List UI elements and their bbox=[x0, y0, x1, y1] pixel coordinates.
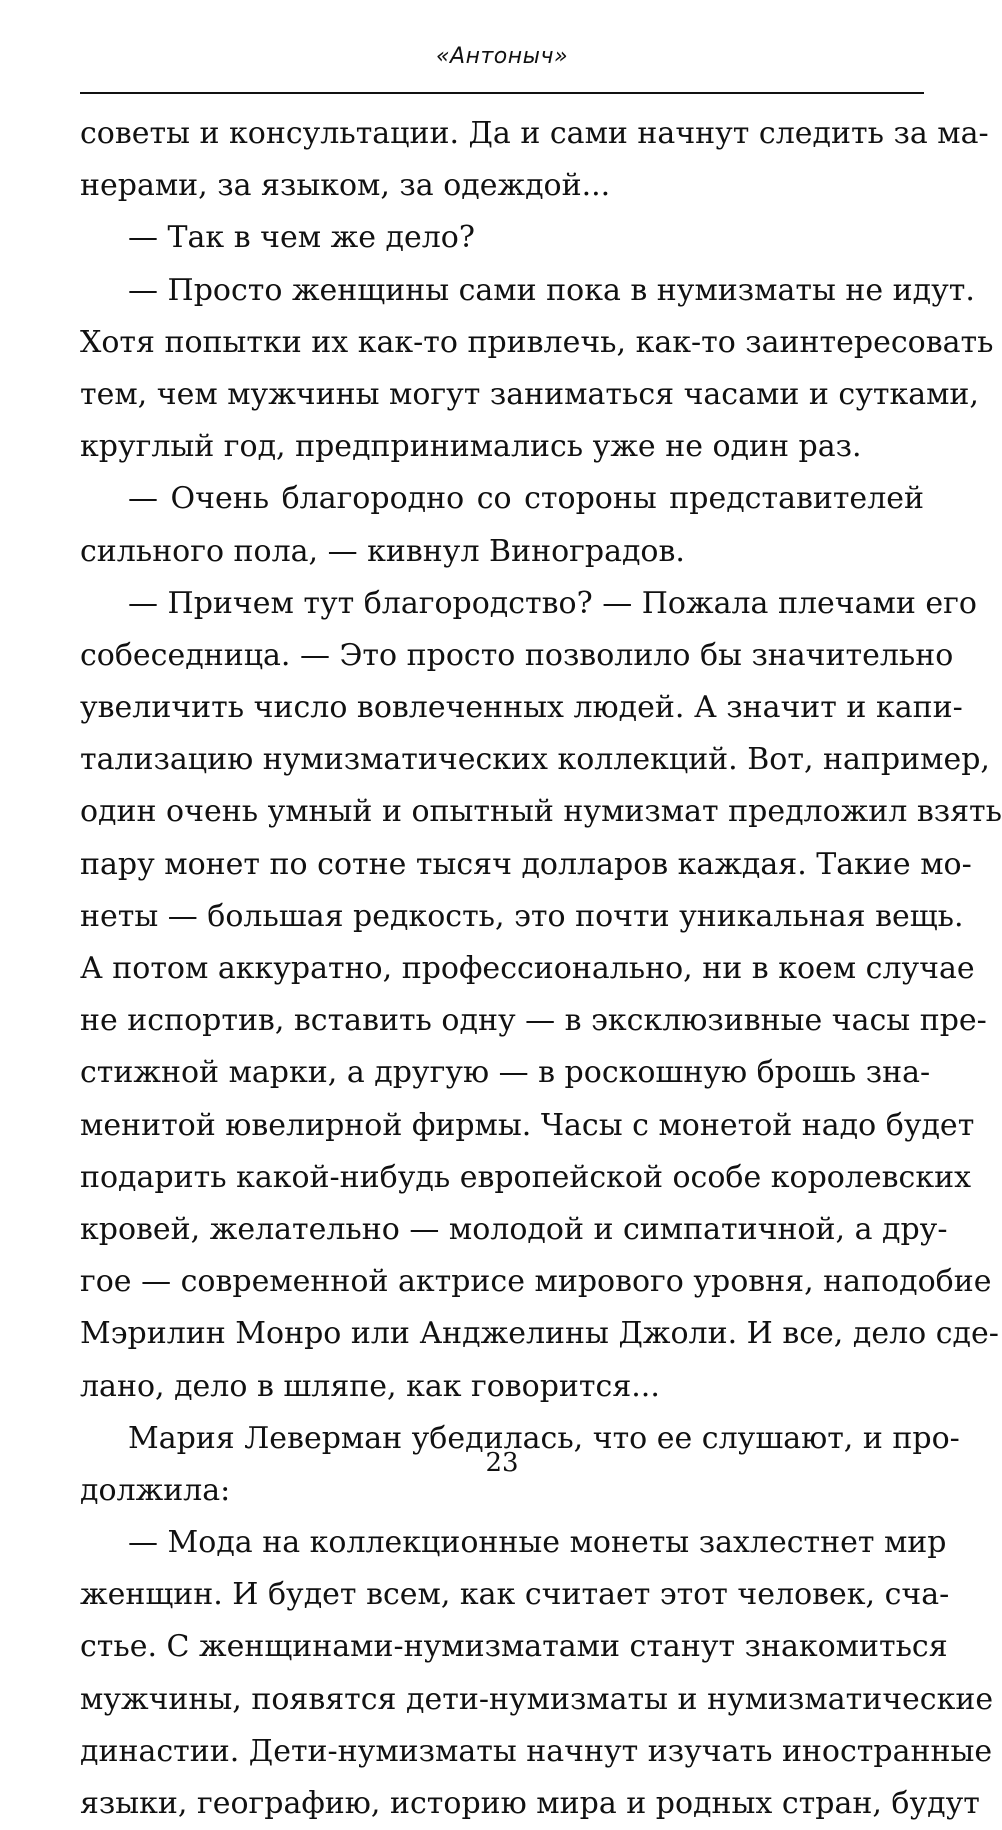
text-line: менитой ювелирной фирмы. Часы с монетой надо будет bbox=[80, 1107, 975, 1143]
text-line: один очень умный и опытный нумизмат предложил взять bbox=[80, 794, 1002, 830]
text-line: Мэрилин Монро или Анджелины Джоли. И все, дело сде- bbox=[80, 1316, 999, 1352]
text-line: собеседница. — Это просто позволило бы значительно bbox=[80, 637, 954, 673]
text-line: — Мода на коллекционные монеты захлестнет мир bbox=[128, 1525, 947, 1561]
text-line: — Так в чем же дело? bbox=[128, 220, 475, 256]
text-line: — Очень благородно со стороны представителей bbox=[128, 481, 924, 517]
text-line: гое — современной актрисе мирового уровня, наподобие bbox=[80, 1264, 992, 1300]
text-line: — Просто женщины сами пока в нумизматы не идут. bbox=[128, 272, 975, 308]
text-line: советы и консультации. Да и сами начнут следить за ма- bbox=[80, 116, 989, 151]
text-line: тем, чем мужчины могут заниматься часами и сутками, bbox=[80, 376, 979, 412]
text-line: пару монет по сотне тысяч долларов каждая. Такие мо- bbox=[80, 846, 972, 882]
body-text bbox=[80, 108, 1002, 1830]
text-line: сильного пола, — кивнул Виноградов. bbox=[80, 533, 685, 569]
text-line: должила: bbox=[80, 1472, 231, 1508]
page-number: 23 bbox=[485, 1448, 519, 1478]
text-line: династии. Дети-нумизматы начнут изучать иностранные bbox=[80, 1733, 993, 1769]
text-line: Мария Леверман убедилась, что ее слушают, и про- bbox=[128, 1420, 960, 1456]
text-line: мужчины, появятся дети-нумизматы и нумизматические bbox=[80, 1681, 994, 1717]
text-line: А потом аккуратно, профессионально, ни в коем случае bbox=[80, 951, 975, 986]
text-line: круглый год, предпринимались уже не один раз. bbox=[80, 429, 862, 465]
text-line: женщин. И будет всем, как считает этот человек, сча- bbox=[80, 1577, 950, 1613]
text-line: увеличить число вовлеченных людей. А значит и капи- bbox=[80, 690, 963, 726]
text-line: стижной марки, а другую — в роскошную брошь зна- bbox=[80, 1055, 931, 1091]
text-line: тализацию нумизматических коллекций. Вот, например, bbox=[80, 742, 990, 778]
text-line: Хотя попытки их как-то привлечь, как-то заинтересовать bbox=[80, 324, 994, 360]
text-line: кровей, желательно — молодой и симпатичной, а дру- bbox=[80, 1211, 948, 1247]
text-line: стье. С женщинами-нумизматами станут знакомиться bbox=[80, 1629, 948, 1665]
text-line: — Причем тут благородство? — Пожала плечами его bbox=[128, 585, 977, 621]
text-line: подарить какой-нибудь европейской особе королевских bbox=[80, 1159, 972, 1195]
text-line: не испортив, вставить одну — в эксклюзивные часы пре- bbox=[80, 1003, 987, 1039]
running-title: «Антоныч» bbox=[435, 44, 569, 69]
text-line: неты — большая редкость, это почти уникальная вещь. bbox=[80, 898, 964, 934]
header-rule bbox=[80, 92, 924, 94]
text-line: лано, дело в шляпе, как говорится... bbox=[80, 1368, 660, 1404]
text-line: нерами, за языком, за одеждой... bbox=[80, 168, 611, 204]
text-line: языки, географию, историю мира и родных стран, будут bbox=[80, 1786, 980, 1821]
